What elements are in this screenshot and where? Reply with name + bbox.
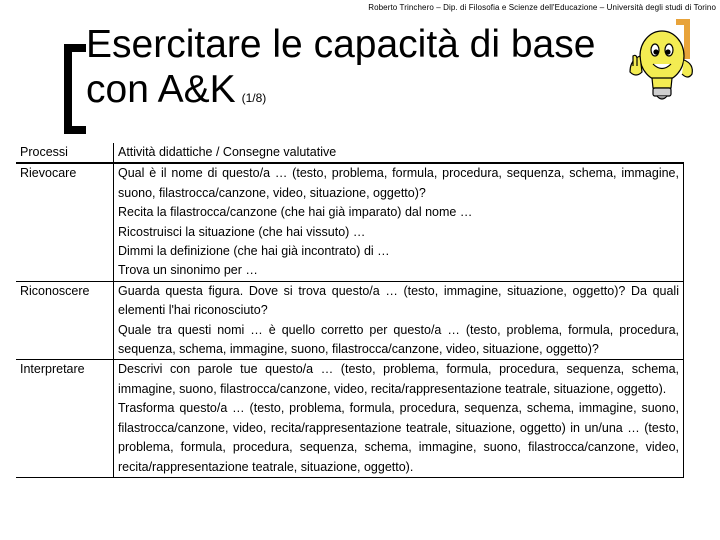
process-interpretare: Interpretare — [16, 360, 114, 477]
activity-item: Qual è il nome di questo/a … (testo, problema, formula, procedura, sequenza, schema, immagine, suono, filastrocca/canzone, video, situazione, oggetto)? — [118, 166, 679, 200]
title-line-2 — [86, 67, 595, 121]
header-processes: Processi — [20, 145, 68, 159]
activity-item: Guarda questa figura. Dove si trova questo/a … (testo, immagine, situazione, oggetto)? Da quali elementi l'hai riconosciuto? — [118, 283, 679, 318]
table-header-row — [16, 143, 684, 163]
activity-item: Trasforma questo/a … (testo, problema, formula, procedura, sequenza, schema, immagine, suono, filastrocca/canzone, video, recita/rappresentazione teatrale, situazione, oggetto) in un/una … (testo, problema, formula, procedura, sequenza, schema, immagine, suono, filastrocca/canzone, video, recita/rappresentazione teatrale, situazione, oggetto). — [118, 401, 679, 474]
lightbulb-thumbs-up-icon — [624, 26, 700, 106]
table-row — [16, 360, 684, 477]
activity-item: Dimmi la definizione (che hai già incontrato) di … — [118, 244, 390, 259]
table-row — [16, 163, 684, 281]
header-credit: Roberto Trinchero – Dip. di Filosofia e Scienze dell'Educazione – Università degli studi di Torino — [368, 3, 716, 12]
activity-item: Ricostruisci la situazione (che hai vissuto) … — [118, 224, 366, 239]
title-line-2-text: con A&K — [86, 68, 236, 111]
activity-item: Quale tra questi nomi … è quello corretto per questo/a … (testo, problema, formula, procedura, sequenza, schema, immagine, suono, filastrocca/canzone, video, situazione, oggetto)? — [118, 322, 679, 357]
activity-item: Trova un sinonimo per … — [118, 263, 258, 278]
title-bracket — [64, 44, 86, 134]
process-rievocare: Rievocare — [20, 166, 77, 181]
activities-interpretare — [114, 360, 684, 477]
activities-rievocare — [114, 163, 684, 281]
slide-title — [86, 22, 595, 121]
activity-item: Descrivi con parole tue questo/a … (testo, problema, formula, procedura, sequenza, schema, immagine, suono, filastrocca/canzone, video, recita/rappresentazione teatrale, situazione, oggetto). — [118, 362, 679, 396]
activities-table — [16, 143, 684, 478]
header-activities: Attività didattiche / Consegne valutative — [114, 143, 684, 163]
title-subtitle: (1/8) — [241, 91, 267, 105]
table-row — [16, 281, 684, 360]
activity-item: Recita la filastrocca/canzone (che hai già imparato) dal nome … — [118, 205, 473, 220]
process-riconoscere: Riconoscere — [20, 283, 90, 298]
title-line-1: Esercitare le capacità di base — [86, 23, 596, 66]
activities-riconoscere — [114, 281, 684, 360]
